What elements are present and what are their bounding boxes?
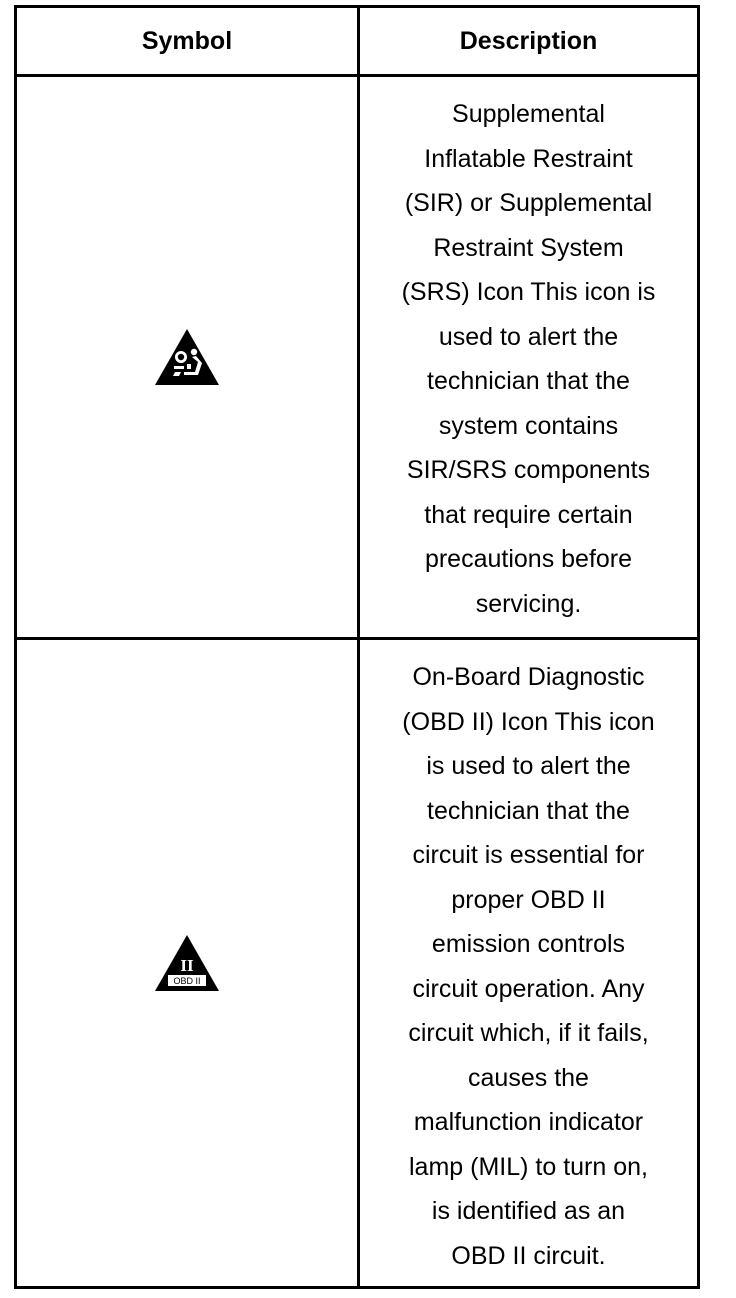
description-cell-sir: [360, 92, 697, 626]
description-line: OBD II circuit.: [451, 1241, 606, 1270]
symbol-cell-sir: [17, 77, 357, 637]
sir-srs-airbag-warning-icon: [154, 328, 220, 386]
obd-ii-warning-icon: [154, 934, 220, 992]
obd-icon-numeral: II: [180, 956, 194, 975]
description-line: (SRS) Icon This icon is: [401, 278, 656, 306]
symbol-cell-obd: [17, 640, 357, 1286]
description-line: malfunction indicator: [413, 1108, 644, 1136]
description-line: technician that the: [427, 796, 630, 825]
description-line: causes the: [468, 1063, 589, 1092]
description-line: is identified as an: [431, 1197, 626, 1225]
description-line: system contains: [438, 411, 619, 440]
description-line: (OBD II) Icon This icon: [402, 707, 655, 736]
description-line: Supplemental: [452, 100, 605, 128]
description-line: is used to alert the: [426, 752, 631, 780]
description-line: precautions before: [424, 545, 633, 573]
obd-icon-label: OBD II: [173, 976, 201, 986]
description-line: (SIR) or Supplemental: [404, 189, 653, 217]
description-line: servicing.: [475, 589, 582, 618]
description-line: circuit which, if it fails,: [408, 1019, 649, 1047]
description-line: SIR/SRS components: [406, 456, 651, 484]
description-line: technician that the: [427, 367, 630, 395]
description-column-header: Description: [459, 26, 598, 55]
description-line: Inflatable Restraint: [424, 144, 633, 173]
symbol-table: [14, 5, 700, 1289]
description-line: circuit operation. Any: [412, 974, 645, 1003]
description-line: used to alert the: [438, 322, 619, 351]
description-line: Restraint System: [433, 233, 624, 262]
description-line: emission controls: [431, 930, 626, 958]
description-line: lamp (MIL) to turn on,: [409, 1152, 648, 1181]
description-line: On-Board Diagnostic: [412, 663, 645, 691]
description-cell-obd: [360, 655, 697, 1278]
description-line: proper OBD II: [451, 885, 606, 914]
description-line: circuit is essential for: [412, 841, 645, 869]
description-line: that require certain: [424, 500, 633, 529]
symbol-column-header: Symbol: [141, 26, 233, 55]
